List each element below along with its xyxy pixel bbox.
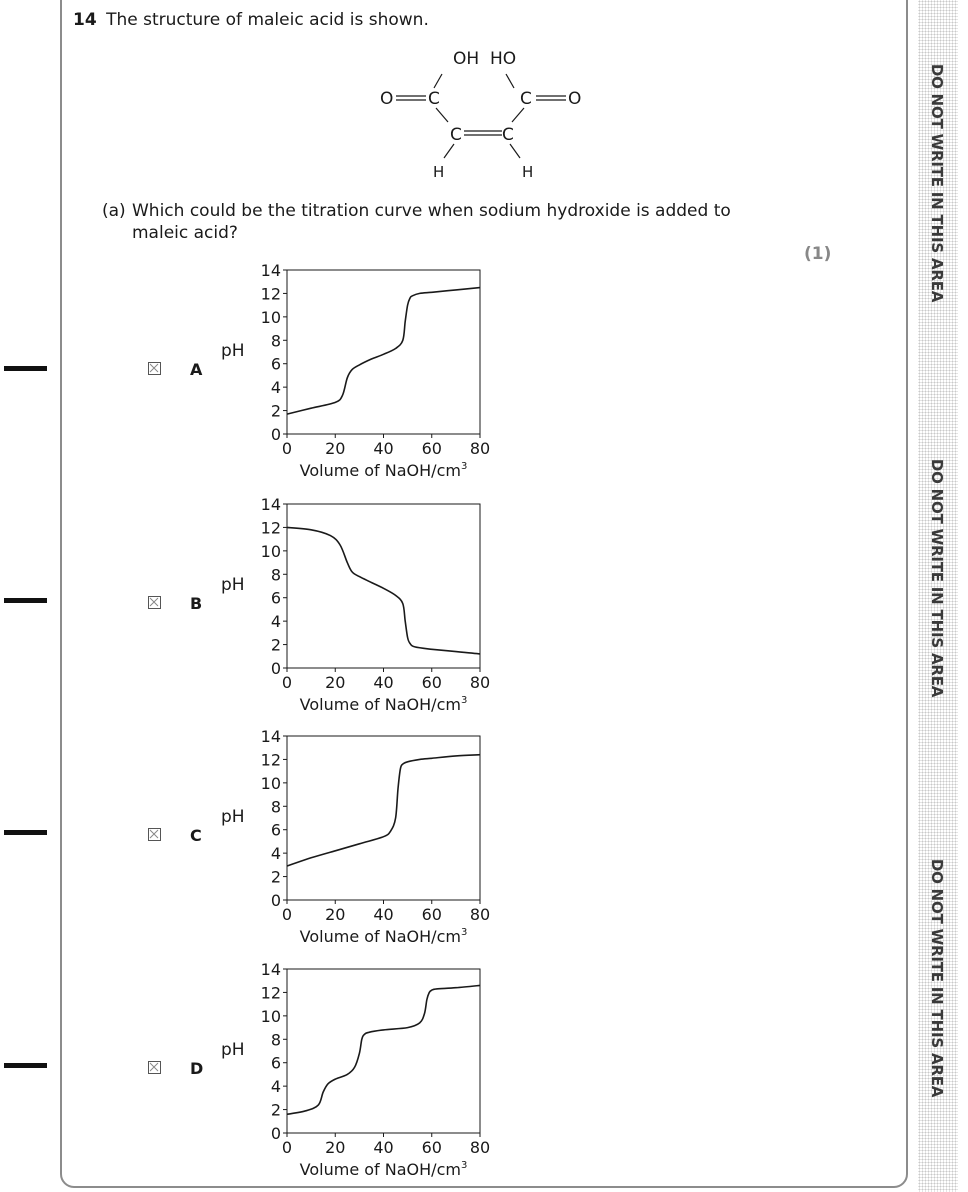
margin-warning-top: DO NOT WRITE IN THIS AREA	[928, 63, 946, 303]
x-tick-label: 0	[281, 439, 293, 458]
atom-c-1: C	[428, 89, 440, 109]
option-b-checkbox[interactable]	[148, 596, 161, 609]
y-tick-label: 2	[270, 1100, 281, 1120]
option-b	[0, 492, 900, 722]
option-c-plot-frame	[287, 736, 480, 900]
y-tick-label: 0	[270, 659, 281, 678]
y-tick-label: 6	[270, 820, 281, 840]
y-tick-label: 6	[270, 1053, 281, 1073]
cross-icon	[149, 597, 159, 607]
option-c-x-axis-title: Volume of NaOH/$cm^3$	[299, 927, 468, 946]
option-d-ph-label: pH	[221, 1040, 245, 1060]
x-axis-title-superscript: 3	[460, 927, 468, 938]
y-tick-label: 14	[260, 727, 281, 746]
atom-ho: HO	[490, 49, 517, 69]
y-tick-label: 4	[270, 1077, 281, 1097]
x-tick-label: 60	[421, 905, 442, 924]
option-a	[0, 258, 900, 488]
y-tick-label: 2	[270, 401, 281, 421]
x-axis-title-superscript: 3	[460, 461, 468, 472]
bond-c3-h	[510, 144, 520, 158]
option-d-x-axis-title: Volume of NaOH/$cm^3$	[299, 1160, 468, 1179]
x-axis-title-superscript: 3	[460, 1160, 468, 1171]
y-tick-label: 14	[260, 261, 281, 280]
y-tick-label: 14	[260, 960, 281, 979]
option-b-titration-curve	[287, 527, 480, 654]
question-number: 14	[73, 10, 97, 30]
y-tick-label: 2	[270, 635, 281, 655]
atom-o-right: O	[568, 89, 582, 109]
x-tick-label: 40	[373, 905, 394, 924]
option-c-letter: C	[190, 826, 202, 845]
atom-c-2: C	[450, 125, 462, 145]
bond-c4-c3	[512, 108, 524, 122]
option-a-checkbox[interactable]	[148, 362, 161, 375]
cross-icon	[149, 1062, 159, 1072]
option-a-plot-frame	[287, 270, 480, 434]
x-tick-label: 80	[469, 673, 491, 692]
x-tick-label: 0	[281, 905, 293, 924]
y-tick-label: 0	[270, 891, 281, 910]
marks: (1)	[804, 244, 832, 264]
x-tick-label: 80	[469, 1138, 491, 1157]
y-tick-label: 8	[270, 565, 281, 585]
x-tick-label: 40	[373, 439, 394, 458]
option-c	[0, 724, 900, 954]
cross-icon	[149, 363, 159, 373]
option-d-plot-frame	[287, 969, 480, 1133]
y-tick-label: 12	[260, 284, 281, 304]
margin-warning-middle: DO NOT WRITE IN THIS AREA	[928, 458, 946, 698]
y-tick-label: 12	[260, 983, 281, 1003]
option-a-x-axis-title: Volume of NaOH/$cm^3$	[299, 461, 468, 480]
atom-o-left: O	[380, 89, 394, 109]
y-tick-label: 12	[260, 518, 281, 538]
question-stem: The structure of maleic acid is shown.	[106, 10, 429, 30]
option-d-titration-curve	[287, 985, 480, 1114]
option-b-ph-label: pH	[221, 575, 245, 595]
y-tick-label: 10	[260, 307, 281, 327]
x-tick-label: 40	[373, 1138, 394, 1157]
y-tick-label: 8	[270, 1030, 281, 1050]
x-axis-title-superscript: 3	[460, 695, 468, 706]
y-tick-label: 2	[270, 867, 281, 887]
question-header	[73, 10, 429, 30]
option-b-plot-frame	[287, 504, 480, 668]
x-tick-label: 20	[325, 1138, 346, 1157]
option-a-chart	[240, 258, 540, 488]
option-d-letter: D	[190, 1059, 204, 1078]
atom-h-left: H	[433, 163, 445, 181]
option-c-chart	[240, 724, 540, 954]
bond-c-ho	[506, 74, 514, 88]
option-d-chart	[240, 957, 540, 1187]
y-tick-label: 10	[260, 773, 281, 793]
x-tick-label: 20	[325, 905, 346, 924]
x-tick-label: 20	[325, 673, 346, 692]
y-tick-label: 12	[260, 750, 281, 770]
option-c-titration-curve	[287, 755, 480, 866]
option-a-titration-curve	[287, 288, 480, 415]
x-tick-label: 80	[469, 439, 491, 458]
y-tick-label: 14	[260, 495, 281, 514]
atom-h-right: H	[522, 163, 534, 181]
x-tick-label: 60	[421, 439, 442, 458]
bond-c-oh	[434, 74, 442, 88]
y-tick-label: 6	[270, 354, 281, 374]
maleic-acid-structure	[360, 40, 620, 188]
option-d-checkbox[interactable]	[148, 1061, 161, 1074]
bond-c2-h	[444, 144, 454, 158]
margin-warning-bottom: DO NOT WRITE IN THIS AREA	[928, 858, 946, 1098]
atom-oh: OH	[453, 49, 480, 69]
y-tick-label: 8	[270, 331, 281, 351]
option-b-x-axis-title: Volume of NaOH/$cm^3$	[299, 695, 468, 714]
y-tick-label: 8	[270, 797, 281, 817]
option-a-letter: A	[190, 360, 203, 379]
option-d	[0, 957, 900, 1187]
option-b-chart	[240, 492, 540, 722]
x-tick-label: 80	[469, 905, 491, 924]
x-tick-label: 40	[373, 673, 394, 692]
y-tick-label: 10	[260, 541, 281, 561]
part-a-text: Which could be the titration curve when sodium hydroxide is added to maleic acid?	[132, 201, 731, 243]
x-tick-label: 20	[325, 439, 346, 458]
option-b-letter: B	[190, 594, 203, 613]
y-tick-label: 0	[270, 1124, 281, 1143]
option-c-ph-label: pH	[221, 807, 245, 827]
y-tick-label: 0	[270, 425, 281, 444]
y-tick-label: 4	[270, 378, 281, 398]
y-tick-label: 4	[270, 844, 281, 864]
option-a-ph-label: pH	[221, 341, 245, 361]
atom-c-3: C	[502, 125, 514, 145]
bond-c1-c2	[436, 108, 448, 122]
x-tick-label: 60	[421, 1138, 442, 1157]
y-tick-label: 10	[260, 1006, 281, 1026]
option-c-checkbox[interactable]	[148, 828, 161, 841]
y-tick-label: 4	[270, 612, 281, 632]
x-tick-label: 60	[421, 673, 442, 692]
part-a-label: (a)	[102, 201, 126, 221]
y-tick-label: 6	[270, 588, 281, 608]
atom-c-4: C	[520, 89, 532, 109]
x-tick-label: 0	[281, 673, 293, 692]
x-tick-label: 0	[281, 1138, 293, 1157]
cross-icon	[149, 829, 159, 839]
